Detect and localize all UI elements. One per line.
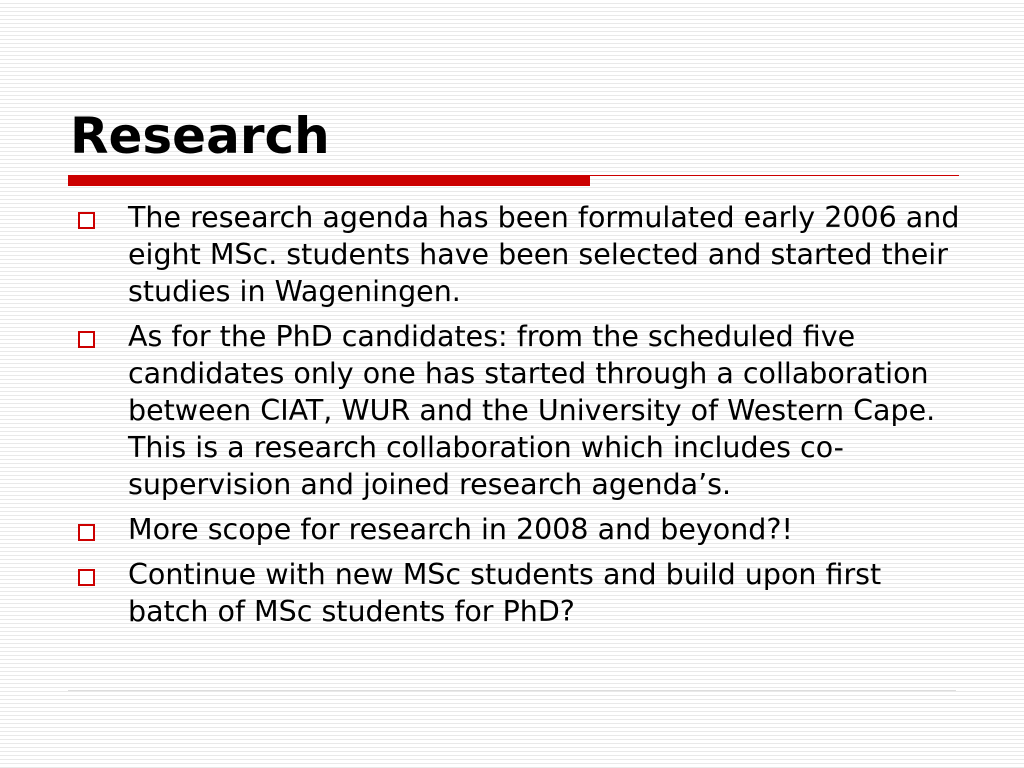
hollow-square-bullet-icon — [78, 524, 95, 541]
hollow-square-bullet-icon — [78, 569, 95, 586]
bullet-item — [72, 318, 962, 503]
hollow-square-bullet-icon — [78, 331, 95, 348]
bullet-item — [72, 511, 962, 548]
bullet-list — [72, 199, 962, 638]
hollow-square-bullet-icon — [78, 212, 95, 229]
bullet-text: Continue with new MSc students and build upon first batch of MSc students for PhD? — [128, 558, 882, 628]
bullet-text: The research agenda has been formulated early 2006 and eight MSc. students have been selected and started their studies in Wageningen. — [128, 201, 960, 308]
bullet-item — [72, 199, 962, 310]
bullet-text: More scope for research in 2008 and beyond?! — [128, 513, 793, 546]
title-underline-thick — [68, 175, 590, 186]
bullet-text: As for the PhD candidates: from the scheduled five candidates only one has started through a collaboration between CIAT, WUR and the University of Western Cape. This is a research collaboration which includes co-supervision and joined research agenda’s. — [128, 320, 936, 501]
footer-divider — [68, 690, 956, 691]
bullet-item — [72, 556, 962, 630]
title-underline-thin — [590, 175, 959, 176]
slide-title: Research — [70, 107, 330, 165]
